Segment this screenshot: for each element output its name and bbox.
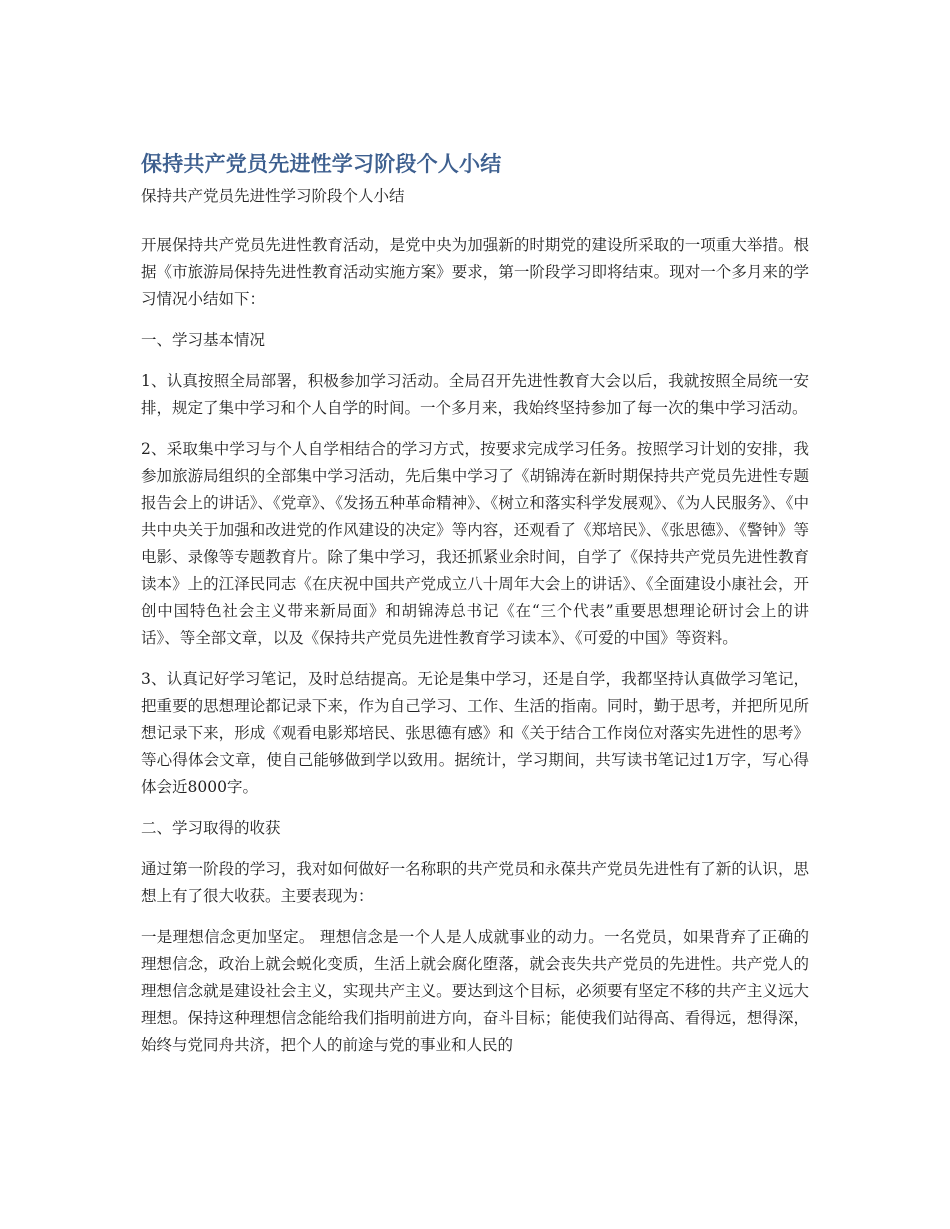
- document-page: [141, 148, 809, 1059]
- document-title: 保持共产党员先进性学习阶段个人小结: [141, 152, 502, 176]
- paragraph-item-3: 3、认真记好学习笔记，及时总结提高。无论是集中学习，还是自学，我都坚持认真做学习笔记，把重要的思想理论都记录下来，作为自己学习、工作、生活的指南。同时，勤于思考，并把所见所想记录下来，形成《观看电影郑培民、张思德有感》和《关于结合工作岗位对落实先进性的思考》等心得体会文章，使自己能够做到学以致用。据统计，学习期间，共写读书笔记过1万字，写心得体会近8000字。: [141, 670, 809, 796]
- paragraph-item-1: 1、认真按照全局部署，积极参加学习活动。全局召开先进性教育大会以后，我就按照全局统一安排，规定了集中学习和个人自学的时间。一个多月来，我始终坚持参加了每一次的集中学习活动。: [141, 372, 809, 417]
- intro-paragraph: 开展保持共产党员先进性教育活动，是党中央为加强新的时期党的建设所采取的一项重大举措。根据《市旅游局保持先进性教育活动实施方案》要求，第一阶段学习即将结束。现对一个多月来的学习情况小结如下：: [141, 236, 809, 308]
- section-heading-gains: 二、学习取得的收获: [141, 819, 281, 837]
- section-heading-basic-situation: 一、学习基本情况: [141, 331, 266, 349]
- document-subtitle: 保持共产党员先进性学习阶段个人小结: [141, 187, 405, 205]
- section2-intro-paragraph: 通过第一阶段的学习，我对如何做好一名称职的共产党员和永葆共产党员先进性有了新的认识，思想上有了很大收获。主要表现为：: [141, 860, 809, 905]
- paragraph-item-2: 2、采取集中学习与个人自学相结合的学习方式，按要求完成学习任务。按照学习计划的安排，我参加旅游局组织的全部集中学习活动，先后集中学习了《胡锦涛在新时期保持共产党员先进性专题报告会上的讲话》、《党章》、《发扬五种革命精神》、《树立和落实科学发展观》、《为人民服务》、《中共中央关于加强和改进党的作风建设的决定》等内容，还观看了《郑培民》、《张思德》、《警钟》等电影、录像等专题教育片。除了集中学习，我还抓紧业余时间，自学了《保持共产党员先进性教育读本》上的江泽民同志《在庆祝中国共产党成立八十周年大会上的讲话》、《全面建设小康社会，开创中国特色社会主义带来新局面》和胡锦涛总书记《在“三个代表”重要思想理论研讨会上的讲话》、等全部文章，以及《保持共产党员先进性教育学习读本》、《可爱的中国》等资料。: [141, 440, 809, 647]
- paragraph-point-1: 一是理想信念更加坚定。 理想信念是一个人是人成就事业的动力。一名党员，如果背弃了正确的理想信念，政治上就会蜕化变质，生活上就会腐化堕落，就会丧失共产党员的先进性。共产党人的理想信念就是建设社会主义，实现共产主义。要达到这个目标，必须要有坚定不移的共产主义远大理想。保持这种理想信念能给我们指明前进方向，奋斗目标；能使我们站得高、看得远，想得深，始终与党同舟共济，把个人的前途与党的事业和人民的: [141, 928, 809, 1054]
